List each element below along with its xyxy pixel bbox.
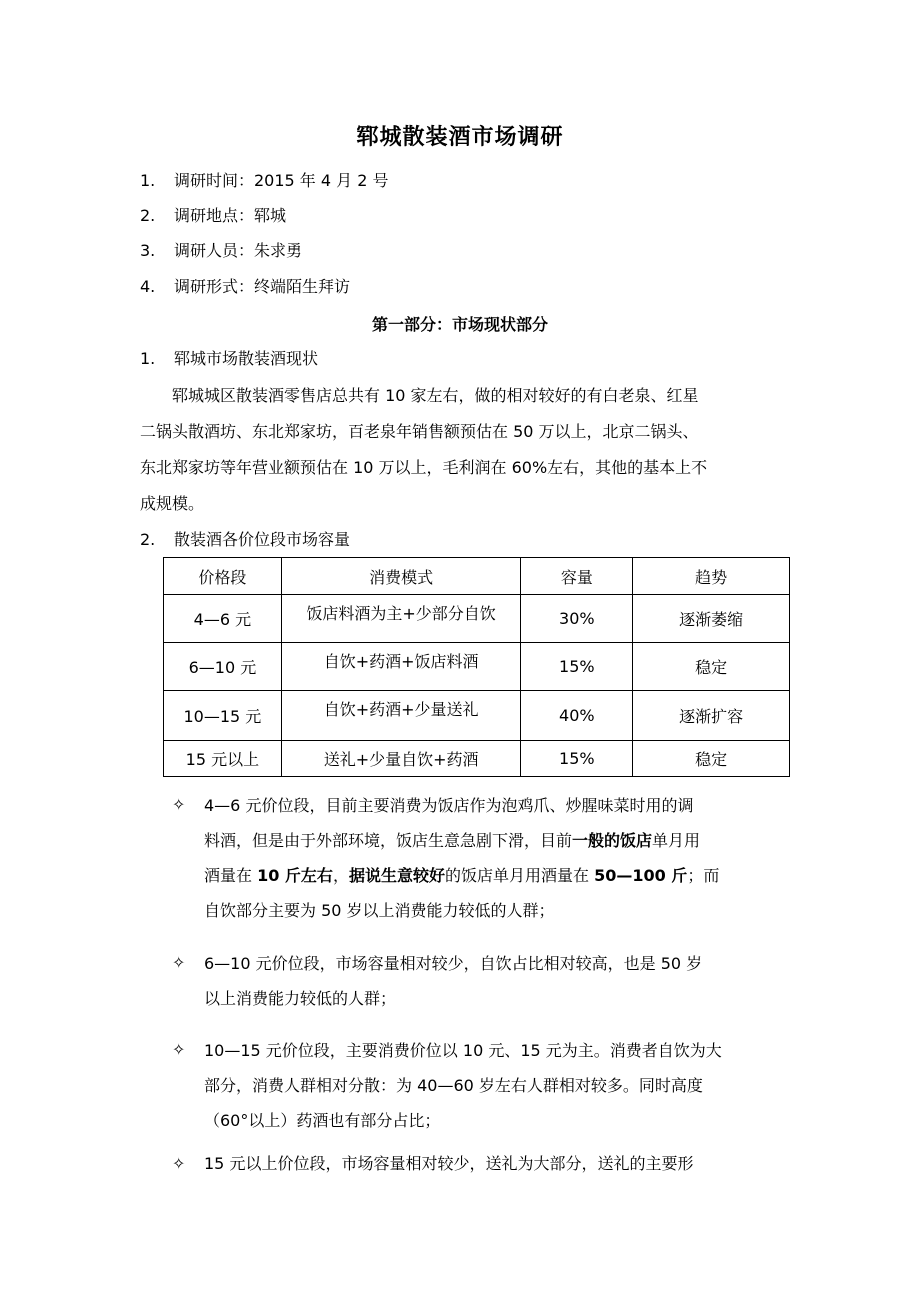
text-run: 单月用 [652,831,701,850]
table-header-cell: 价格段 [164,558,282,595]
table-cell: 自饮+药酒+少量送礼 [281,691,521,741]
list-number: 2. [140,530,156,549]
bullet-paragraph-10-15 [204,1033,792,1138]
paragraph-line: 以上消费能力较低的人群； [204,989,397,1008]
list-number: 3. [140,241,156,260]
table-cell: 6—10 元 [164,643,282,691]
paragraph-line: （60°以上）药酒也有部分占比； [204,1111,441,1130]
paragraph-line [204,823,792,858]
bullet-paragraph-15-plus [204,1146,792,1181]
capacity-table [163,557,790,777]
diamond-bullet-icon: ✧ [172,795,186,814]
diamond-bullet-icon: ✧ [172,953,186,972]
paragraph-line [204,858,792,893]
paragraph-line: 6—10 元价位段，市场容量相对较少，自饮占比相对较高，也是 50 岁 [204,954,703,973]
paragraph-line: 自饮部分主要为 50 岁以上消费能力较低的人群； [204,901,555,920]
info-text: 调研形式：终端陌生拜访 [174,277,351,296]
table-header-row [164,558,790,595]
table-header-cell: 趋势 [633,558,790,595]
table-cell: 自饮+药酒+饭店料酒 [281,643,521,691]
table-header-cell: 消费模式 [281,558,521,595]
info-text: 调研人员：朱求勇 [174,241,303,260]
paragraph-line: 东北郑家坊等年营业额预估在 10 万以上，毛利润在 60%左右，其他的基本上不 [140,458,708,477]
table-cell: 送礼+少量自饮+药酒 [281,741,521,777]
table-row [164,691,790,741]
diamond-bullet-icon: ✧ [172,1154,186,1173]
table-header-cell: 容量 [521,558,633,595]
bold-text: 据说生意较好 [348,866,445,885]
text-run: 酒量在 [204,866,258,885]
text-run: ， [332,866,349,885]
list-number: 1. [140,349,156,368]
section-heading: 第一部分：市场现状部分 [371,315,548,334]
list-number: 1. [140,171,156,190]
table-cell: 逐渐萎缩 [633,595,790,643]
bullet-paragraph-6-10 [204,946,792,1016]
table-cell: 10—15 元 [164,691,282,741]
table-cell: 30% [521,595,633,643]
bold-text: 一般的饭店 [572,831,653,850]
text-run: ；而 [687,866,720,885]
list-number: 4. [140,277,156,296]
subheading-text: 郓城市场散装酒现状 [174,349,319,368]
table-cell: 4—6 元 [164,595,282,643]
bullet-paragraph-4-6 [204,788,792,928]
table-cell: 40% [521,691,633,741]
paragraph-line: 15 元以上价位段，市场容量相对较少，送礼为大部分，送礼的主要形 [204,1154,694,1173]
table-cell: 饭店料酒为主+少部分自饮 [281,595,521,643]
paragraph-market-status [140,378,790,522]
paragraph-line: 二锅头散酒坊、东北郑家坊，百老泉年销售额预估在 50 万以上，北京二锅头、 [140,422,699,441]
table-cell: 15% [521,741,633,777]
text-run: 的饭店单月用酒量在 [444,866,595,885]
table-row [164,741,790,777]
paragraph-line: 部分，消费人群相对分散：为 40—60 岁左右人群相对较多。同时高度 [204,1076,703,1095]
table-cell: 逐渐扩容 [633,691,790,741]
subheading-text: 散装酒各价位段市场容量 [174,530,351,549]
table-row [164,643,790,691]
info-text: 调研时间：2015 年 4 月 2 号 [174,171,389,190]
list-number: 2. [140,206,156,225]
paragraph-line: 4—6 元价位段，目前主要消费为饭店作为泡鸡爪、炒腥味菜时用的调 [204,796,694,815]
paragraph-line: 10—15 元价位段，主要消费价位以 10 元、15 元为主。消费者自饮为大 [204,1041,722,1060]
info-text: 调研地点：郓城 [174,206,287,225]
table-row [164,595,790,643]
table-cell: 稳定 [633,741,790,777]
document-title: 郓城散装酒市场调研 [356,125,564,150]
bold-text: 10 斤左右 [257,866,333,885]
table-cell: 15 元以上 [164,741,282,777]
paragraph-line: 郓城城区散装酒零售店总共有 10 家左右，做的相对较好的有白老泉、红星 [172,386,699,405]
text-run: 料酒，但是由于外部环境，饭店生意急剧下滑，目前 [204,831,573,850]
diamond-bullet-icon: ✧ [172,1040,186,1059]
bold-text: 50—100 斤 [594,866,688,885]
table-cell: 稳定 [633,643,790,691]
paragraph-line: 成规模。 [140,494,205,513]
table-cell: 15% [521,643,633,691]
